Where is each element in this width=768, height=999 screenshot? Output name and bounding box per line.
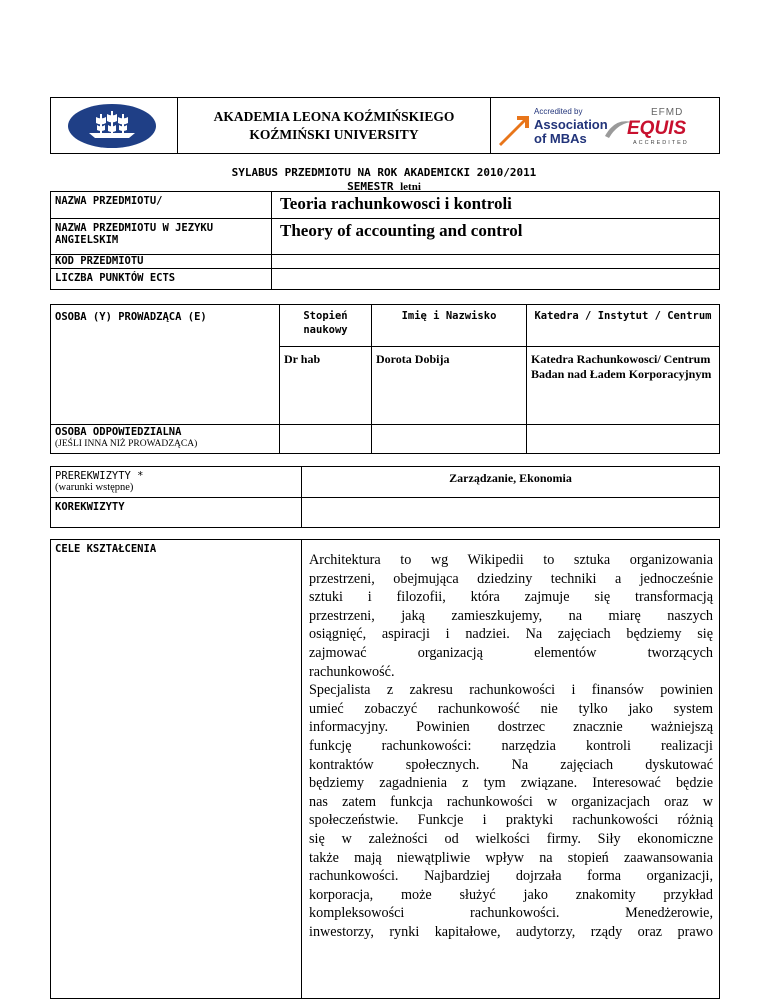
corequisites-value	[302, 498, 720, 528]
responsible-note: (JEŚLI INNA NIŻ PROWADZĄCA)	[55, 439, 198, 449]
lecturer-name: Dorota Dobija	[372, 347, 527, 425]
efmd-label: EFMD	[651, 107, 684, 118]
accreditation-cell	[491, 98, 720, 154]
course-name-en-label: NAZWA PRZEDMIOTU W JEZYKU ANGIELSKIM	[51, 219, 272, 255]
amba-association: Association	[534, 117, 608, 132]
university-cell	[178, 98, 491, 154]
amba-logo	[497, 106, 608, 148]
responsible-label: OSOBA ODPOWIEDZIALNA	[55, 426, 182, 438]
objectives-line: korporacja, może służyć jako znakomity przykład	[309, 886, 713, 903]
objectives-line: umieć zobaczyć rachunkowość nie tylko jako system	[309, 700, 713, 717]
semester-label: SEMESTR	[347, 180, 394, 193]
course-name-value: Teoria rachunkowosci i kontroli	[272, 192, 720, 219]
amba-of-mbas: of MBAs	[534, 131, 587, 146]
objectives-line: osiągnięć, aspiracji i nadziei. Na zajęciach będziemy się	[309, 626, 713, 643]
prerequisites-label: PREREKWIZYTY *	[55, 470, 144, 482]
amba-accredited-by: Accredited by	[534, 107, 583, 116]
course-name-en-value: Theory of accounting and control	[272, 219, 720, 255]
ects-value	[272, 269, 720, 290]
lecturer-label: OSOBA (Y) PROWADZĄCA (E)	[51, 305, 280, 425]
name-column-header: Imię i Nazwisko	[372, 305, 527, 347]
prerequisites-value: Zarządzanie, Ekonomia	[302, 467, 720, 498]
course-code-value	[272, 255, 720, 269]
objectives-line: będziemy zagadnienia z tym związane. Interesować będzie	[309, 775, 713, 792]
semester-value: letni	[400, 181, 421, 193]
objectives-line: inwestorzy, rynki kapitałowe, audytorzy, rządy oraz prawo	[309, 923, 713, 940]
objectives-line: się w zależności od wielkości firmy. Siły ekonomiczne	[309, 830, 713, 847]
objectives-label: CELE KSZTAŁCENIA	[51, 540, 302, 999]
objectives-line: Specjalista z zakresu rachunkowości i finansów powinien	[309, 682, 713, 699]
objectives-line: zajmować organizacją elementów tworzących	[309, 644, 713, 661]
objectives-line: przestrzeni, obejmująca dziedziny techniki a jednocześnie	[309, 570, 713, 587]
prerequisites-cell	[51, 467, 302, 498]
course-name-label: NAZWA PRZEDMIOTU/	[51, 192, 272, 219]
equis-logo	[603, 106, 703, 148]
syllabus-title-line: SYLABUS PRZEDMIOTU NA ROK AKADEMICKI 2010/2011	[231, 166, 537, 179]
department-column-header: Katedra / Instytut / Centrum	[527, 305, 720, 347]
objectives-line: także mają niewątpliwie wpływ na stopień zaawansowania	[309, 849, 713, 866]
university-name-en: KOŹMIŃSKI UNIVERSITY	[249, 126, 419, 142]
objectives-line: społeczeństwie. Funkcje i praktyki rachunkowości różnią	[309, 812, 713, 829]
logo-cell	[51, 98, 178, 154]
objectives-line: Architektura to wg Wikipedii to sztuka organizowania	[309, 552, 713, 568]
course-info-table	[50, 191, 720, 290]
objectives-line: informacyjny. Powinien dostrzec znacznie ważniejszą	[309, 719, 713, 736]
objectives-cell	[302, 540, 720, 999]
objectives-line: rachunkowości. Najbardziej dojrzała forma organizacji,	[309, 868, 713, 885]
responsible-person-cell	[51, 425, 280, 454]
objectives-line: przestrzeni, jaką zamieszkujemy, na miarę naszych	[309, 607, 713, 624]
objectives-line: funkcję rachunkowości: narzędzia kontroli realizacji	[309, 737, 713, 754]
corequisites-label: KOREKWIZYTY	[51, 498, 302, 528]
degree-column-header: Stopień naukowy	[280, 305, 372, 347]
ship-logo-icon	[67, 103, 157, 149]
objectives-line: kompleksowości rachunkowości. Menedżerowie,	[309, 905, 713, 922]
equis-label: EQUIS	[627, 118, 687, 139]
responsible-name	[372, 425, 527, 454]
responsible-degree	[280, 425, 372, 454]
prerequisites-table	[50, 466, 720, 528]
objectives-table	[50, 539, 720, 999]
staff-table	[50, 304, 720, 454]
objectives-text	[309, 551, 713, 941]
university-name: AKADEMIA LEONA KOŹMIŃSKIEGO	[213, 108, 455, 124]
objectives-line: rachunkowość.	[309, 663, 395, 680]
amba-arrow-icon	[497, 112, 531, 146]
objectives-line: kontraktów społecznych. Na zajęciach dyskutować	[309, 756, 713, 773]
lecturer-department: Katedra Rachunkowosci/ Centrum Badan nad Ładem Korporacyjnym	[527, 347, 720, 425]
objectives-line: sztuki i filozofii, która zajmuje się transformacją	[309, 589, 713, 606]
course-code-label: KOD PRZEDMIOTU	[51, 255, 272, 269]
ects-label: LICZBA PUNKTÓW ECTS	[51, 269, 272, 290]
responsible-department	[527, 425, 720, 454]
header-box	[50, 97, 720, 154]
equis-accredited-label: ACCREDITED	[633, 140, 689, 146]
prerequisites-note: (warunki wstępne)	[55, 482, 134, 493]
syllabus-title	[0, 166, 768, 194]
objectives-line: nas zatem funkcja rachunkowości w organizacjach oraz w	[309, 793, 713, 810]
lecturer-degree: Dr hab	[280, 347, 372, 425]
